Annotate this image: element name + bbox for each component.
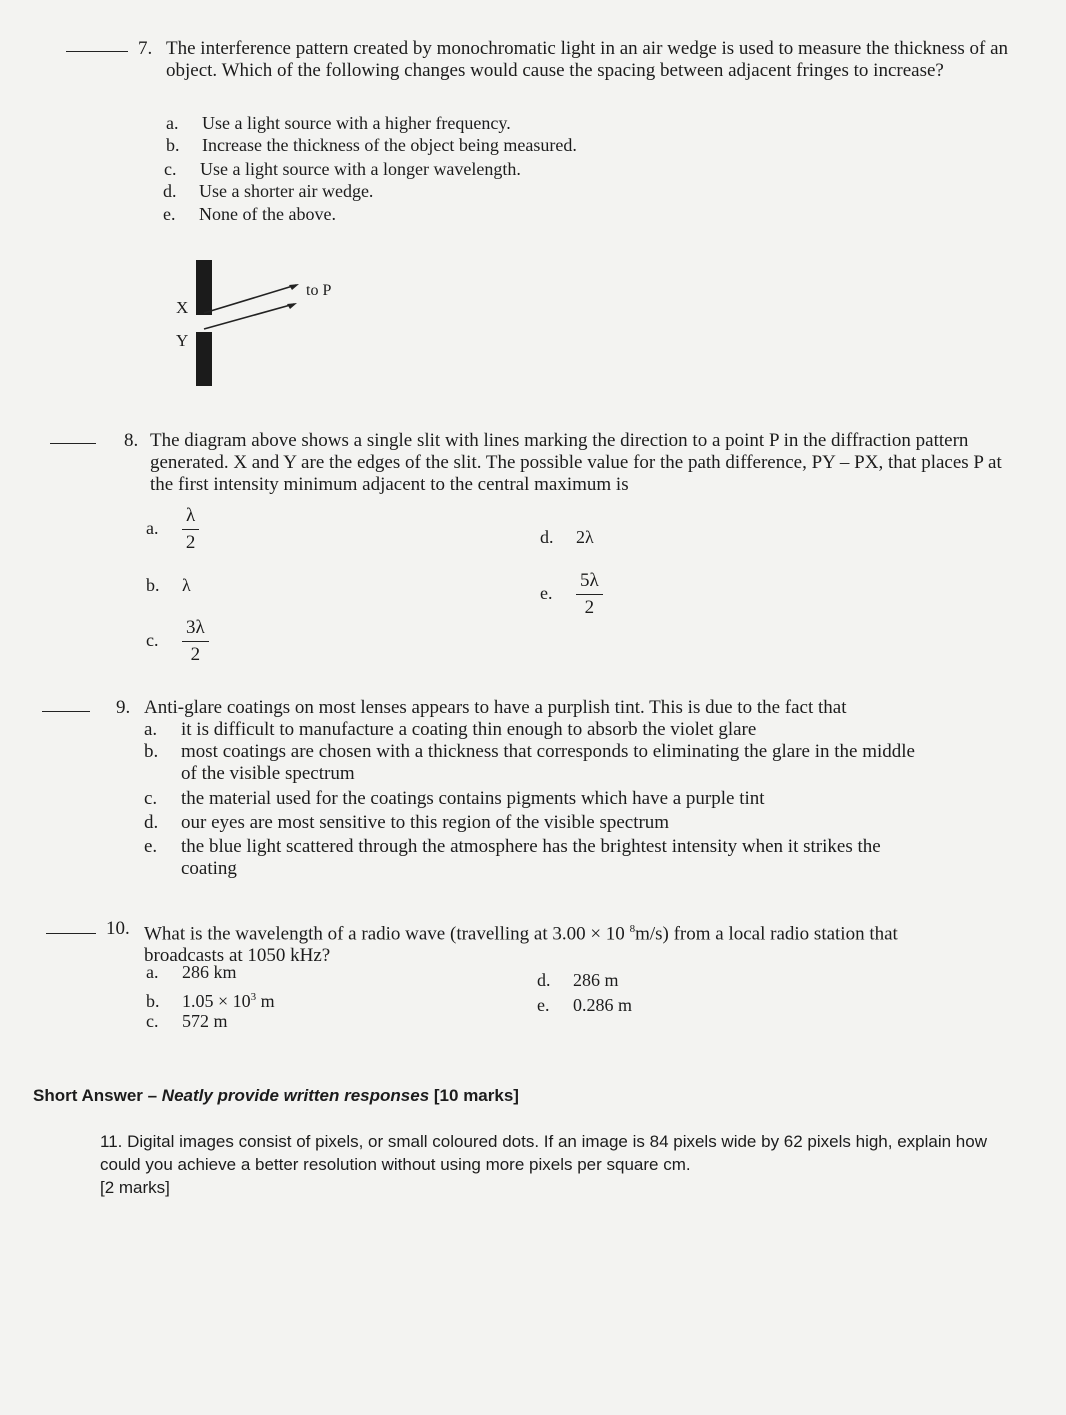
- option-label: a.: [146, 962, 159, 982]
- diagram-label-to-p: to P: [306, 282, 332, 299]
- ray-from-y: [204, 304, 294, 329]
- header-italic: Neatly provide written responses: [161, 1086, 430, 1105]
- question-9-text: Anti-glare coatings on most lenses appears to have a purplish tint. This is due to the fact that: [144, 697, 847, 718]
- q10-option-d[interactable]: [537, 969, 619, 991]
- option-text: Use a light source with a longer wavelength.: [200, 159, 521, 179]
- q8-option-c[interactable]: [146, 617, 209, 666]
- question-10-number: 10.: [106, 918, 130, 939]
- option-text: Use a shorter air wedge.: [199, 181, 374, 201]
- q10-option-e[interactable]: [537, 994, 632, 1016]
- numerator: λ: [182, 505, 199, 530]
- q8-option-b[interactable]: [146, 574, 191, 596]
- header-plain: Short Answer –: [33, 1086, 162, 1105]
- q9-option-b-label: b.: [144, 741, 159, 762]
- denominator: 2: [584, 597, 595, 618]
- q9-option-d-label: d.: [144, 812, 159, 833]
- q10-option-a[interactable]: [146, 961, 237, 983]
- q9-option-e-label: e.: [144, 836, 158, 857]
- short-answer-header: [33, 1086, 519, 1106]
- answer-blank-q10[interactable]: [46, 933, 96, 934]
- option-label: e.: [163, 204, 176, 224]
- q7-option-b[interactable]: [166, 134, 577, 156]
- diagram-label-y: Y: [176, 331, 189, 350]
- option-label: d.: [537, 970, 551, 990]
- option-text-before: 1.05 × 10: [182, 991, 251, 1011]
- option-text: λ: [182, 575, 191, 595]
- q7-option-a[interactable]: [166, 112, 511, 134]
- option-label: a.: [166, 113, 179, 133]
- question-8-text: The diagram above shows a single slit with lines marking the direction to a point P in the diffraction pattern generated. X and Y are the edges of the slit. The possible value for the path difference, PY – PX, that places P at the first intensity minimum adjacent to the central maximum is: [150, 430, 1002, 495]
- ray-from-x: [204, 285, 296, 313]
- diagram-label-x: X: [176, 298, 189, 317]
- option-label: e.: [537, 995, 550, 1015]
- option-label: d.: [163, 181, 177, 201]
- numerator: 3λ: [182, 617, 209, 642]
- option-exponent: 3: [250, 991, 257, 1003]
- option-label: c.: [164, 159, 177, 179]
- question-8-number: 8.: [124, 430, 139, 451]
- option-text: 2λ: [576, 527, 594, 547]
- q7-option-c[interactable]: [164, 158, 521, 180]
- question-11-number: 11.: [100, 1132, 123, 1151]
- q10-option-c[interactable]: [146, 1010, 228, 1032]
- option-label: b.: [146, 991, 160, 1011]
- question-7-number: 7.: [138, 38, 153, 59]
- fraction: [576, 570, 603, 619]
- option-label: b.: [166, 135, 180, 155]
- fraction: [182, 617, 209, 666]
- option-label: e.: [540, 582, 553, 603]
- option-label: a.: [146, 517, 159, 538]
- question-11: [100, 1130, 990, 1199]
- q10-text-after: m/s) from a local radio station that broadcasts at 1050 kHz?: [144, 923, 898, 967]
- option-text: Increase the thickness of the object being measured.: [202, 135, 577, 155]
- answer-blank-q7[interactable]: [66, 51, 128, 52]
- slit-barrier-top: [196, 260, 212, 315]
- q10-exponent: 8: [629, 923, 636, 935]
- option-text: 286 m: [573, 970, 619, 990]
- option-text: 286 km: [182, 962, 237, 982]
- option-text: 0.286 m: [573, 995, 633, 1015]
- q9-option-c-label: c.: [144, 788, 158, 809]
- denominator: 2: [190, 644, 201, 665]
- q9-option-d[interactable]: our eyes are most sensitive to this region of the visible spectrum: [181, 812, 670, 833]
- option-label: c.: [146, 1011, 159, 1031]
- option-text: None of the above.: [199, 204, 336, 224]
- q10-text-before: What is the wavelength of a radio wave (travelling at 3.00 × 10: [144, 923, 625, 945]
- q9-option-a[interactable]: it is difficult to manufacture a coating thin enough to absorb the violet glare: [181, 719, 757, 740]
- arrowhead-icon: [289, 284, 299, 290]
- single-slit-diagram: [160, 250, 380, 395]
- question-11-text: Digital images consist of pixels, or small coloured dots. If an image is 84 pixels wide by 62 pixels high, explain how could you achieve a better resolution without using more pixels per square cm.: [100, 1132, 987, 1174]
- q9-option-b[interactable]: most coatings are chosen with a thickness that corresponds to eliminating the glare in the middle of the visible spectrum: [181, 741, 915, 784]
- option-text-after: m: [256, 991, 275, 1011]
- q9-option-c[interactable]: the material used for the coatings contains pigments which have a purple tint: [181, 788, 765, 809]
- numerator: 5λ: [576, 570, 603, 595]
- option-label: d.: [540, 527, 554, 547]
- option-label: b.: [146, 575, 160, 595]
- q7-option-e[interactable]: [163, 203, 336, 225]
- option-label: c.: [146, 629, 159, 650]
- q7-option-d[interactable]: [163, 180, 373, 202]
- fraction: [182, 505, 199, 554]
- answer-blank-q9[interactable]: [42, 711, 90, 712]
- slit-barrier-bottom: [196, 332, 212, 386]
- question-9-number: 9.: [116, 697, 131, 718]
- q10-option-b[interactable]: [146, 986, 275, 1012]
- option-text: 572 m: [182, 1011, 228, 1031]
- q8-option-e[interactable]: [540, 570, 603, 619]
- answer-blank-q8[interactable]: [50, 443, 96, 444]
- arrowhead-icon: [287, 303, 297, 309]
- denominator: 2: [185, 532, 196, 553]
- q9-option-a-label: a.: [144, 719, 158, 740]
- q8-option-a[interactable]: [146, 505, 199, 554]
- q8-option-d[interactable]: [540, 526, 594, 548]
- question-10-text: [144, 918, 964, 967]
- question-11-marks: [2 marks]: [100, 1178, 170, 1197]
- header-marks: [10 marks]: [429, 1086, 519, 1105]
- question-7-text: The interference pattern created by monochromatic light in an air wedge is used to measure the thickness of an object. Which of the following changes would cause the spacing between adjacent fringes to increase?: [166, 38, 1009, 81]
- q9-option-e[interactable]: the blue light scattered through the atmosphere has the brightest intensity when it strikes the coating: [181, 836, 881, 879]
- option-text: Use a light source with a higher frequency.: [202, 113, 511, 133]
